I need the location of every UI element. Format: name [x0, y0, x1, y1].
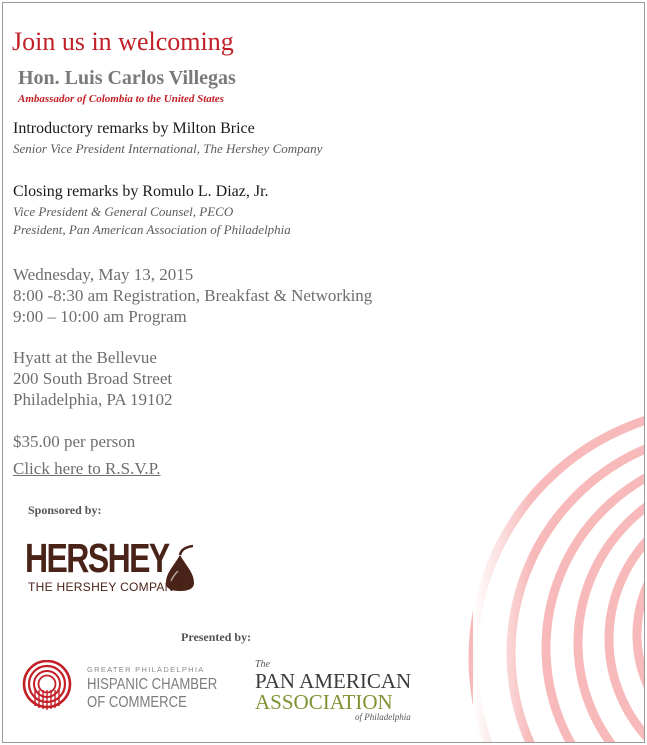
headline: Join us in welcoming [12, 27, 234, 56]
intro-speaker-role: Senior Vice President International, The Hershey Company [13, 141, 323, 156]
paa-logo-the: The [255, 659, 270, 670]
event-schedule-registration: 8:00 -8:30 am Registration, Breakfast & Networking [13, 286, 373, 305]
invitation-card [2, 2, 645, 743]
chamber-logo-line-2: OF COMMERCE [87, 694, 187, 711]
venue-street: 200 South Broad Street [13, 369, 173, 388]
sponsored-by-label: Sponsored by: [28, 503, 102, 517]
hershey-logo-wordmark: HERSHEY [25, 535, 169, 581]
closing-speaker: Closing remarks by Romulo L. Diaz, Jr. [13, 183, 269, 200]
hershey-logo-subline: THE HERSHEY COMPANY [28, 580, 182, 594]
paa-logo-city: of Philadelphia [355, 712, 411, 722]
closing-speaker-role-1: Vice President & General Counsel, PECO [13, 204, 234, 219]
event-schedule-program: 9:00 – 10:00 am Program [13, 307, 187, 326]
paa-logo-line-2: ASSOCIATION [255, 690, 393, 714]
venue-name: Hyatt at the Bellevue [13, 348, 157, 367]
honoree-title: Ambassador of Colombia to the United States [18, 93, 224, 105]
chamber-logo-line-1: HISPANIC CHAMBER [87, 676, 218, 693]
rsvp-link[interactable]: Click here to R.S.V.P. [13, 459, 161, 478]
presented-by-label: Presented by: [181, 630, 252, 644]
event-date: Wednesday, May 13, 2015 [13, 265, 194, 284]
closing-speaker-role-2: President, Pan American Association of Philadelphia [13, 222, 291, 237]
chamber-logo-region: GREATER PHILADELPHIA [87, 665, 205, 674]
ticket-price: $35.00 per person [13, 432, 136, 451]
intro-speaker: Introductory remarks by Milton Brice [13, 120, 255, 137]
venue-city: Philadelphia, PA 19102 [13, 390, 173, 409]
paa-logo-line-1: PAN AMERICAN [255, 669, 412, 693]
honoree-name: Hon. Luis Carlos Villegas [18, 67, 236, 89]
chamber-rings-icon [21, 660, 73, 712]
